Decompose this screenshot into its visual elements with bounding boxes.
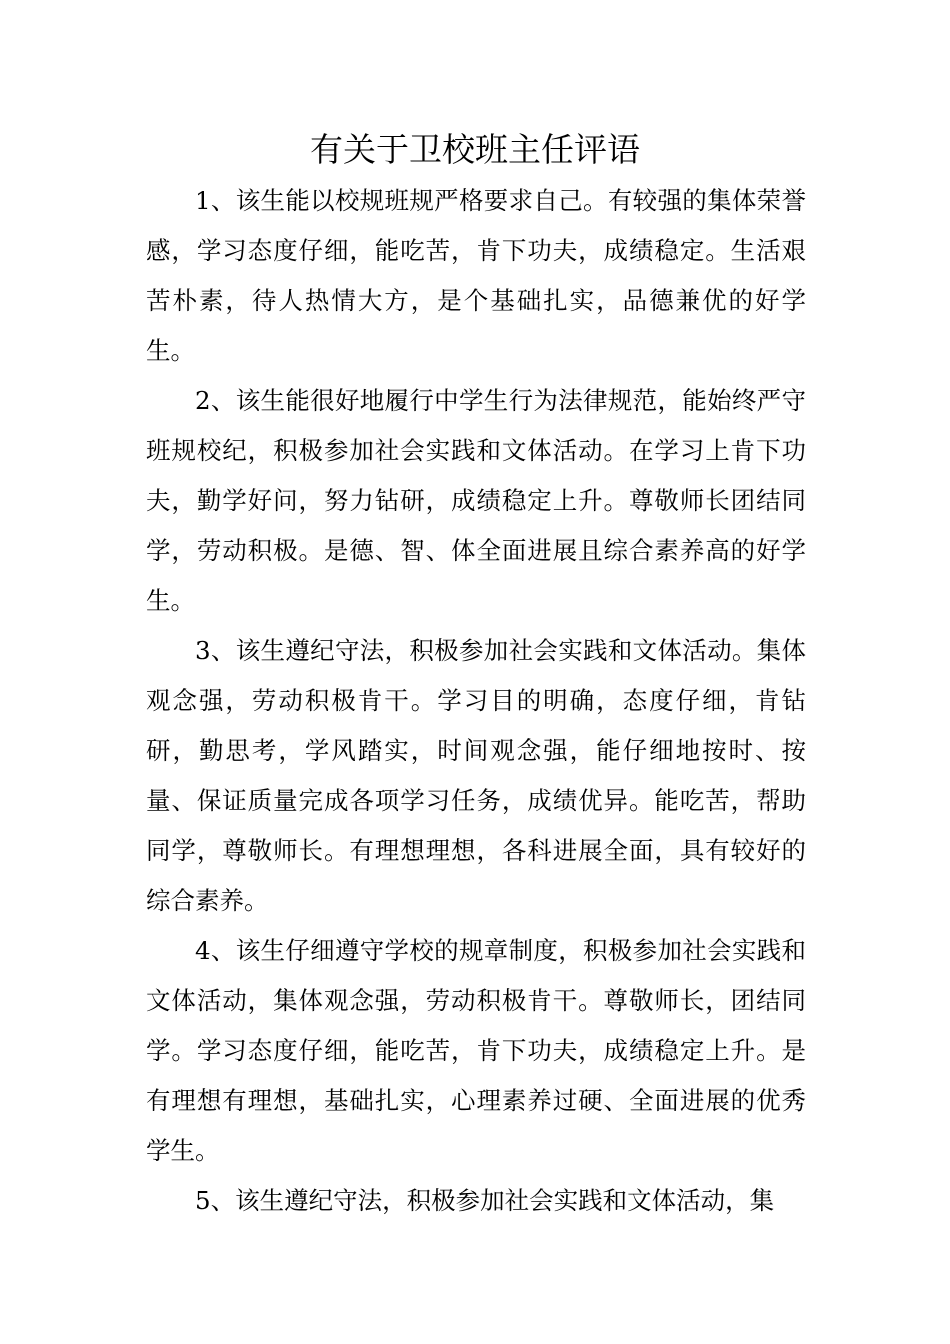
paragraph-4: 4、该生仔细遵守学校的规章制度，积极参加社会实践和文体活动，集体观念强，劳动积极肯干。尊敬师长，团结同学。学习态度仔细，能吃苦，肯下功夫，成绩稳定上升。是有理想有理想，基础扎实，心理素养过硬、全面进展的优秀学生。 [146,936,806,1165]
page-title: 有关于卫校班主任评语 [310,130,640,169]
document-body [146,176,806,1226]
paragraph-5: 5、该生遵纪守法，积极参加社会实践和文体活动，集 [195,1186,775,1215]
paragraph-2: 2、该生能很好地履行中学生行为法律规范，能始终严守班规校纪，积极参加社会实践和文体活动。在学习上肯下功夫，勤学好问，努力钻研，成绩稳定上升。尊敬师长团结同学，劳动积极。是德、智、体全面进展且综合素养高的好学生。 [146,386,806,615]
paragraph-3: 3、该生遵纪守法，积极参加社会实践和文体活动。集体观念强，劳动积极肯干。学习目的明确，态度仔细，肯钻研，勤思考，学风踏实，时间观念强，能仔细地按时、按量、保证质量完成各项学习任务，成绩优异。能吃苦，帮助同学，尊敬师长。有理想理想，各科进展全面，具有较好的综合素养。 [146,636,806,915]
paragraph-1: 1、该生能以校规班规严格要求自己。有较强的集体荣誉感，学习态度仔细，能吃苦，肯下功夫，成绩稳定。生活艰苦朴素，待人热情大方，是个基础扎实，品德兼优的好学生。 [146,186,806,365]
